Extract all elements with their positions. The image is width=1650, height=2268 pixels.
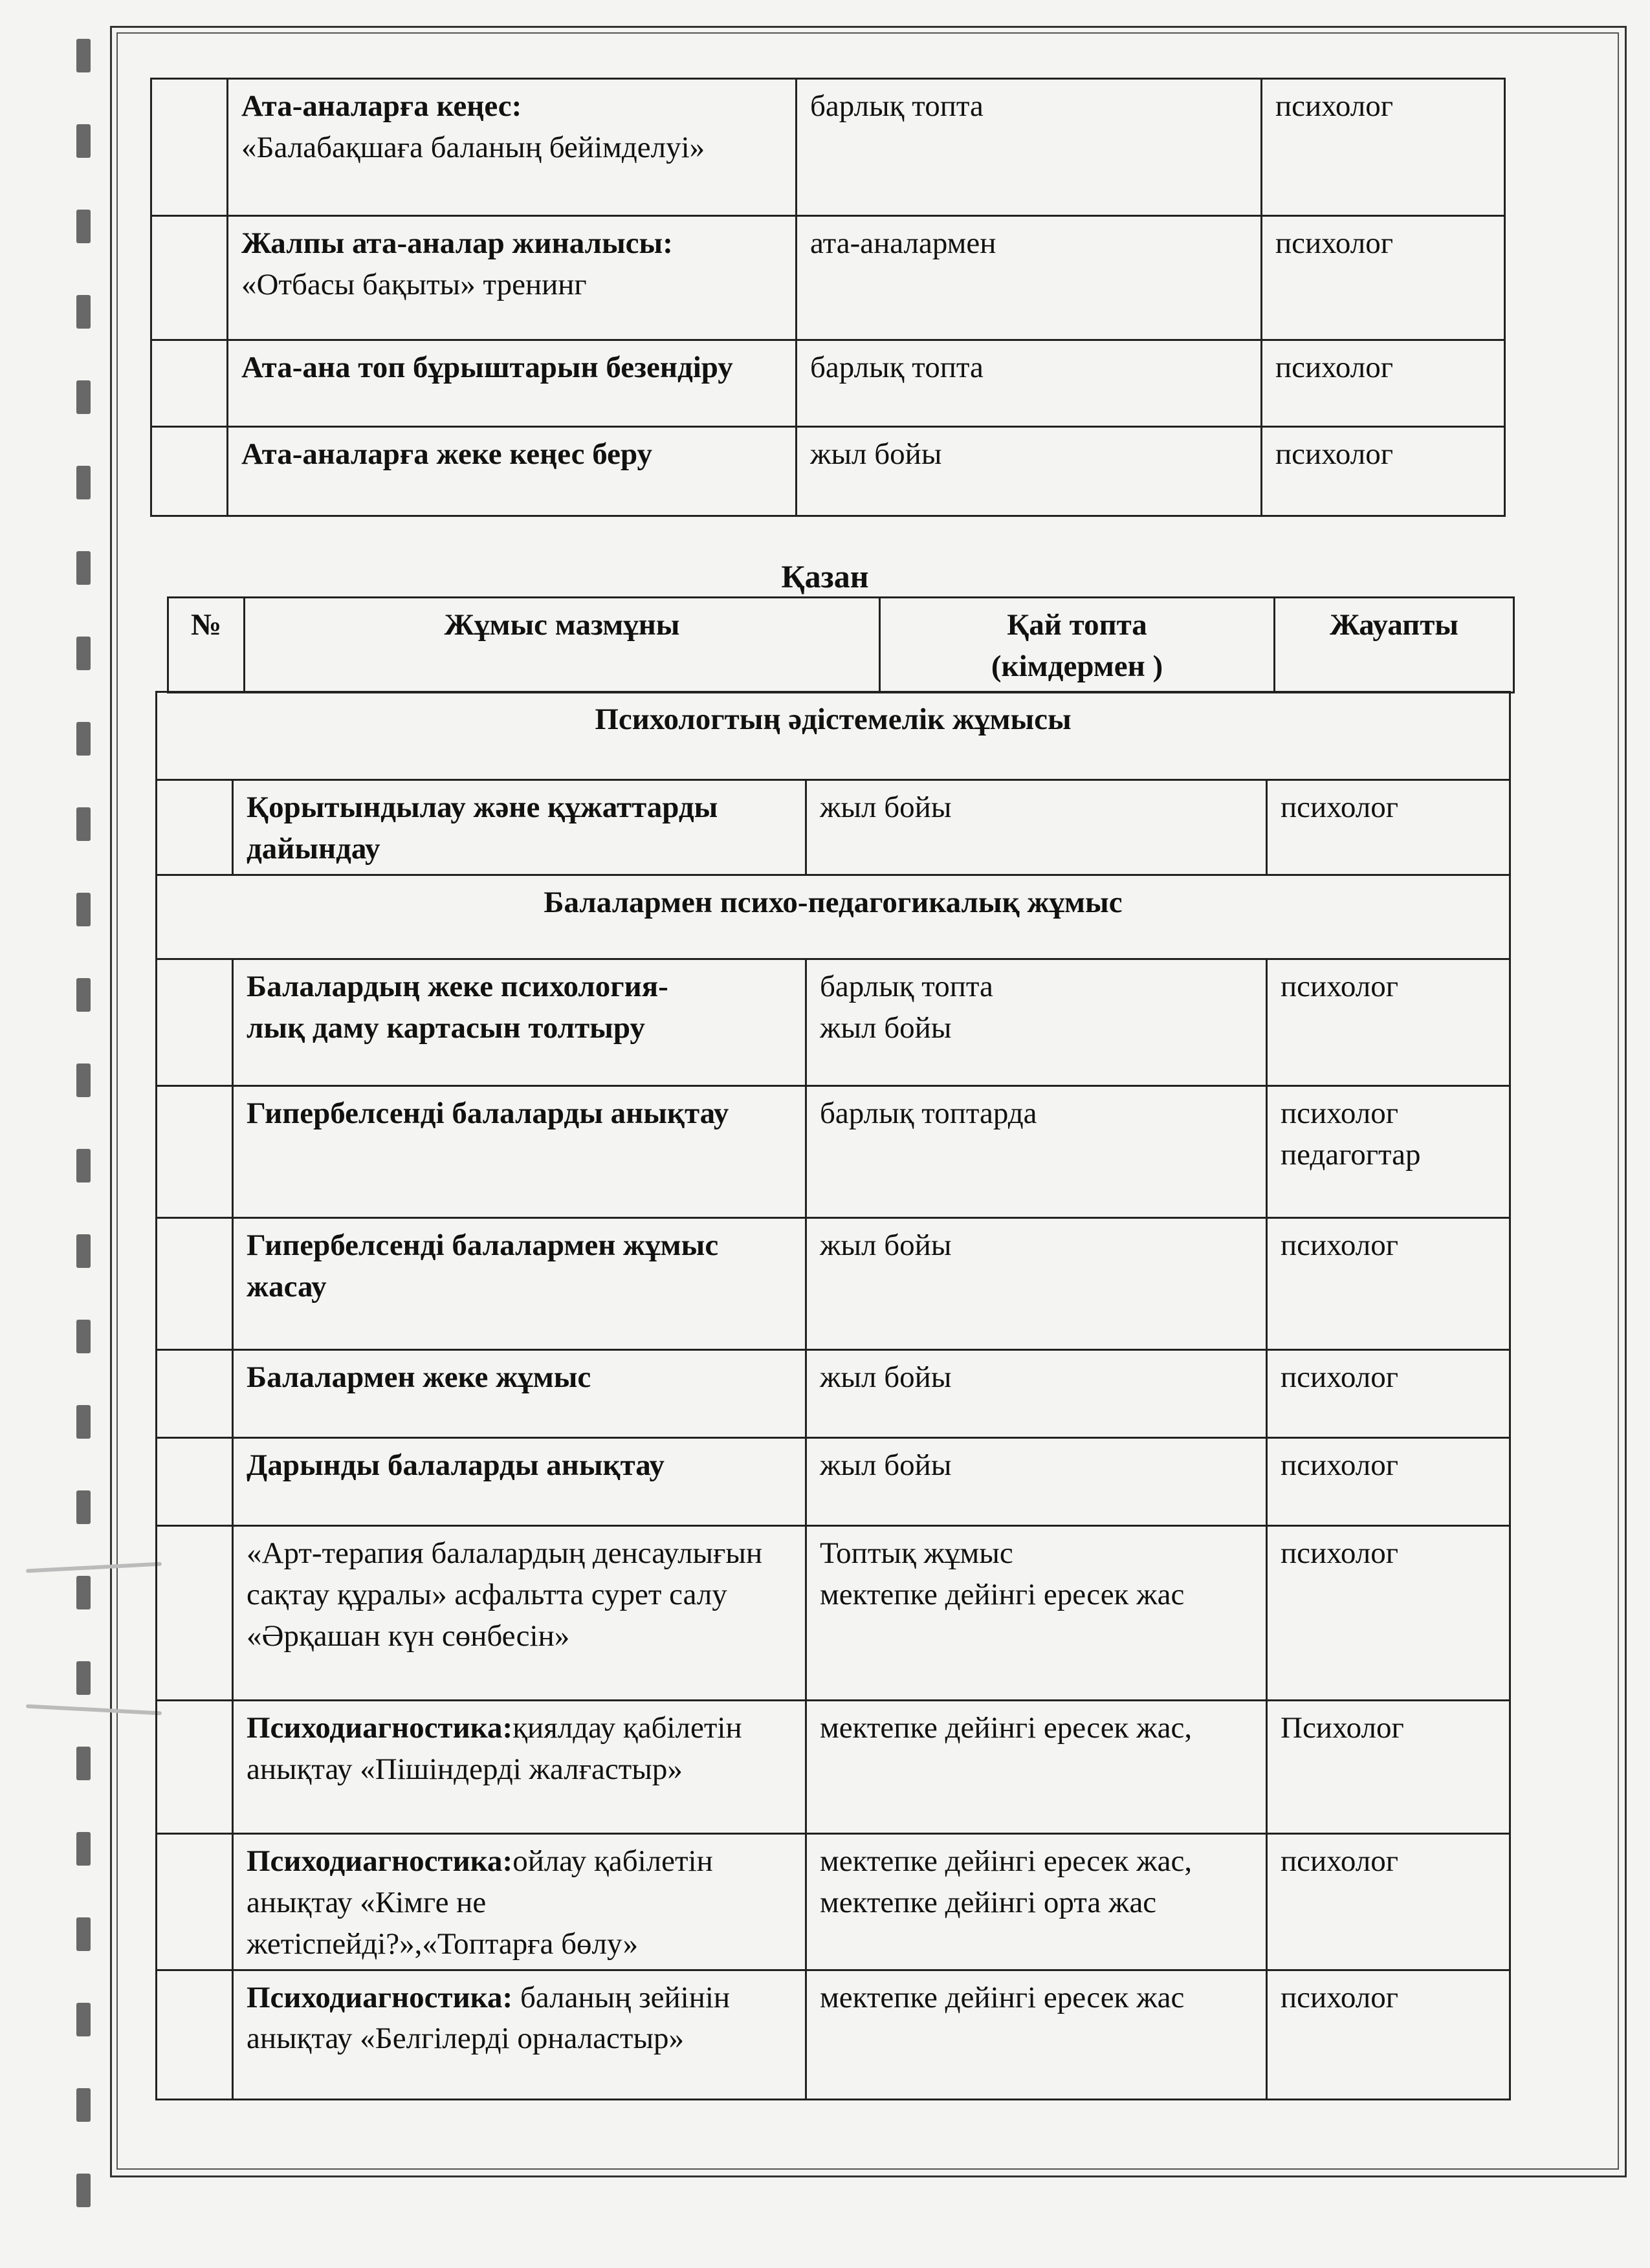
content-detail: «Отбасы бақыты» тренинг [241,267,587,301]
table-row [151,427,1505,516]
binding-hole [76,1576,91,1609]
table-row [157,780,1510,875]
group-cell: жыл бойы [806,1217,1267,1349]
binding-hole [76,1234,91,1268]
group-cell: Топтық жұмыс мектепке дейінгі ересек жас [806,1525,1267,1700]
binding-hole [76,1832,91,1866]
responsible-cell: психолог [1267,1970,1510,2099]
binding-hole [76,380,91,414]
group-cell: барлық топта [797,79,1262,216]
section-children-title: Балалармен психо-педагогикалық жұмыс [157,875,1510,959]
header-row [168,598,1514,693]
content-detail: қиялдау қабілетін анықтау «Пішіндерді жалғастыр» [247,1710,742,1786]
group-cell: мектепке дейінгі ересек жас [806,1970,1267,2099]
row-number-cell [157,1217,233,1349]
table-row [157,1437,1510,1525]
binding-hole [76,295,91,329]
table-row [157,1217,1510,1349]
content-detail: ойлау қабілетін анықтау «Кімге не жетіспейді?»,«Топтарға бөлу» [247,1844,713,1961]
row-number-cell [157,1833,233,1970]
binding-hole [76,807,91,841]
binding-hole [76,124,91,158]
row-number-cell [157,1437,233,1525]
binding-hole [76,466,91,499]
october-activities-table [155,691,1511,2100]
table-row [157,1700,1510,1833]
content-cell: «Арт-терапия балалардың денсаулығын сақтау құралы» асфальтта сурет салу «Әрқашан күн сөнбесін» [233,1525,806,1700]
section-row [157,875,1510,959]
content-title: Ата-аналарға кеңес: [241,89,522,123]
group-cell: жыл бойы [806,1437,1267,1525]
section-methodical-title: Психологтың әдістемелік жұмысы [157,692,1510,780]
binding-hole [76,1747,91,1780]
content-cell: Ата-ана топ бұрыштарын безендіру [228,340,797,427]
content-title: Жалпы ата-аналар жиналысы: [241,226,673,260]
content-cell: Гипербелсенді балаларды анықтау [233,1085,806,1217]
responsible-cell: психолог [1267,1833,1510,1970]
spiral-binding [0,0,123,2268]
content-cell [228,216,797,340]
content-title: Психодиагностика: [247,1980,513,2014]
table-header [167,596,1515,693]
responsible-cell: психолог [1267,1349,1510,1437]
header-content: Жұмыс мазмұны [245,598,880,693]
responsible-cell: психолог [1267,780,1510,875]
header-number: № [168,598,245,693]
row-number-cell [157,1970,233,2099]
table-row [157,1525,1510,1700]
responsible-cell: Психолог [1267,1700,1510,1833]
activities-table-continued [150,78,1506,517]
binding-hole [76,1490,91,1524]
binding-hole [76,210,91,243]
row-number-cell [151,216,228,340]
binding-hole [76,722,91,756]
responsible-cell: психолог [1267,959,1510,1085]
content-cell [228,79,797,216]
binding-hole [76,2174,91,2207]
binding-hole [76,2088,91,2122]
group-cell: барлық топта жыл бойы [806,959,1267,1085]
table-row [157,1349,1510,1437]
table-row [157,959,1510,1085]
responsible-cell: психолог [1262,79,1505,216]
table-row [151,79,1505,216]
row-number-cell [151,79,228,216]
group-cell: ата-аналармен [797,216,1262,340]
group-cell: барлық топтарда [806,1085,1267,1217]
content-cell: Ата-аналарға жеке кеңес беру [228,427,797,516]
row-number-cell [157,959,233,1085]
row-number-cell [151,427,228,516]
responsible-cell: психолог [1262,340,1505,427]
group-cell: мектепке дейінгі ересек жас, [806,1700,1267,1833]
binding-hole [76,39,91,72]
content-detail: баланың зейінін анықтау «Белгілерді орналастыр» [247,1980,731,2056]
group-cell: жыл бойы [806,780,1267,875]
content-cell: Қорытындылау және құжаттарды дайындау [233,780,806,875]
responsible-cell: психолог [1267,1525,1510,1700]
month-title: Қазан [781,558,869,594]
table-row [151,340,1505,427]
row-number-cell [151,340,228,427]
group-cell: жыл бойы [797,427,1262,516]
binding-hole [76,1405,91,1439]
responsible-cell: психолог [1262,427,1505,516]
row-number-cell [157,1349,233,1437]
group-cell: мектепке дейінгі ересек жас, мектепке дейінгі орта жас [806,1833,1267,1970]
table-row [157,1833,1510,1970]
binding-hole [76,1917,91,1951]
row-number-cell [157,1525,233,1700]
binding-hole [76,1149,91,1183]
responsible-cell: психолог [1267,1217,1510,1349]
header-responsible: Жауапты [1275,598,1514,693]
responsible-cell: психолог [1262,216,1505,340]
responsible-cell: психолог педагогтар [1267,1085,1510,1217]
content-cell: Дарынды балаларды анықтау [233,1437,806,1525]
section-row [157,692,1510,780]
table-row [157,1085,1510,1217]
content-title: Психодиагностика: [247,1710,513,1745]
row-number-cell [157,1085,233,1217]
content-title: Психодиагностика: [247,1844,513,1878]
group-cell: жыл бойы [806,1349,1267,1437]
binding-hole [76,1661,91,1695]
row-number-cell [157,1700,233,1833]
content-cell: Гипербелсенді балалармен жұмыс жасау [233,1217,806,1349]
content-cell [233,1700,806,1833]
responsible-cell: психолог [1267,1437,1510,1525]
binding-hole [76,637,91,670]
header-group: Қай топта (кімдермен ) [880,598,1275,693]
content-cell: Балалармен жеке жұмыс [233,1349,806,1437]
content-cell [233,1970,806,2099]
binding-hole [76,893,91,926]
content-cell [233,1833,806,1970]
binding-hole [76,1320,91,1353]
binding-hole [76,1063,91,1097]
content-detail: «Балабақшаға баланың бейімделуі» [241,130,705,164]
table-row [151,216,1505,340]
content-cell: Балалардың жеке психология- лық даму картасын толтыру [233,959,806,1085]
table-row [157,1970,1510,2099]
group-cell: барлық топта [797,340,1262,427]
binding-hole [76,978,91,1012]
row-number-cell [157,780,233,875]
binding-hole [76,2003,91,2036]
